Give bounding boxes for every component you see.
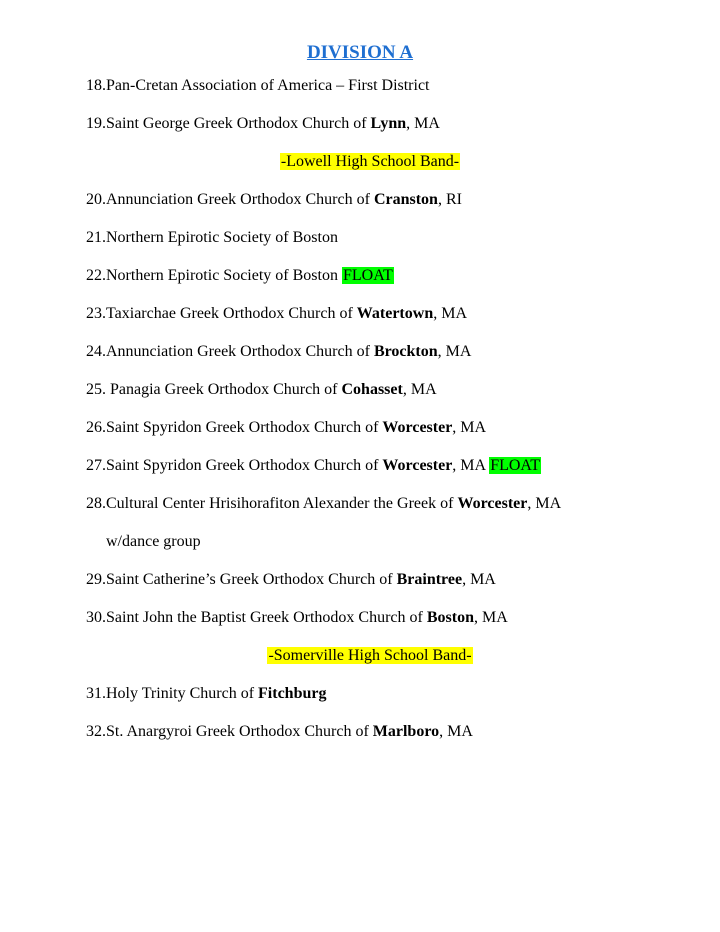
item-city: Marlboro bbox=[372, 723, 440, 740]
list-item-29 bbox=[86, 570, 496, 590]
item-city: Braintree bbox=[396, 571, 463, 588]
list-item-18 bbox=[86, 76, 430, 96]
list-item-32 bbox=[86, 722, 473, 742]
list-item-28 bbox=[86, 494, 561, 514]
item-number: 20. bbox=[86, 191, 106, 208]
item-number: 26. bbox=[86, 419, 106, 436]
item-state: , MA bbox=[406, 115, 440, 132]
list-item-21 bbox=[86, 228, 338, 248]
item-text: Northern Epirotic Society of Boston bbox=[106, 229, 338, 246]
item-text: Saint Spyridon Greek Orthodox Church of bbox=[106, 419, 383, 436]
item-number: 23. bbox=[86, 305, 106, 322]
item-city: Worcester bbox=[382, 457, 453, 474]
item-number: 25. bbox=[86, 381, 110, 398]
band-lowell bbox=[0, 152, 720, 172]
list-item-30 bbox=[86, 608, 508, 628]
item-state: , MA bbox=[402, 381, 437, 398]
item-text: Pan-Cretan Association of America – First District bbox=[106, 77, 430, 94]
list-item-24 bbox=[86, 342, 471, 362]
item-state: , MA bbox=[473, 609, 508, 626]
item-city: Lynn bbox=[370, 115, 407, 132]
list-item-27 bbox=[86, 456, 541, 476]
division-title: DIVISION A bbox=[306, 42, 414, 63]
item-state: , MA bbox=[527, 495, 562, 512]
item-number: 30. bbox=[86, 609, 106, 626]
item-city: Fitchburg bbox=[258, 685, 327, 702]
item-state: , RI bbox=[437, 191, 462, 208]
item-text: Saint Catherine’s Greek Orthodox Church of bbox=[106, 571, 397, 588]
item-number: 31. bbox=[86, 685, 106, 702]
item-number: 29. bbox=[86, 571, 106, 588]
item-number: 19. bbox=[86, 115, 106, 132]
item-text: Saint George Greek Orthodox Church of bbox=[106, 115, 371, 132]
list-item-28-continuation bbox=[106, 532, 201, 552]
item-text: w/dance group bbox=[106, 533, 201, 550]
list-item-31 bbox=[86, 684, 326, 704]
list-item-19 bbox=[86, 114, 440, 134]
band-label: -Somerville High School Band- bbox=[268, 647, 472, 664]
item-text: Saint John the Baptist Greek Orthodox Church of bbox=[106, 609, 427, 626]
item-number: 22. bbox=[86, 267, 106, 284]
item-state: , MA bbox=[433, 305, 467, 322]
float-tag: FLOAT bbox=[342, 267, 393, 284]
list-item-23 bbox=[86, 304, 467, 324]
list-item-20 bbox=[86, 190, 462, 210]
item-city: Cranston bbox=[373, 191, 438, 208]
list-item-25 bbox=[86, 380, 437, 400]
item-text: Cultural Center Hrisihorafiton Alexander the Greek of bbox=[106, 495, 458, 512]
band-label: -Lowell High School Band- bbox=[280, 153, 460, 170]
item-text: Holy Trinity Church of bbox=[106, 685, 259, 702]
item-number: 27. bbox=[86, 457, 106, 474]
item-text: Panagia Greek Orthodox Church of bbox=[110, 381, 342, 398]
item-state: , MA bbox=[452, 419, 487, 436]
item-number: 28. bbox=[86, 495, 106, 512]
item-text: Northern Epirotic Society of Boston bbox=[106, 267, 342, 284]
item-city: Watertown bbox=[356, 305, 434, 322]
item-text: Annunciation Greek Orthodox Church of bbox=[106, 343, 374, 360]
item-state: , MA bbox=[462, 571, 496, 588]
item-city: Boston bbox=[426, 609, 474, 626]
list-item-22 bbox=[86, 266, 394, 286]
item-city: Worcester bbox=[457, 495, 528, 512]
item-number: 21. bbox=[86, 229, 106, 246]
item-number: 18. bbox=[86, 77, 106, 94]
list-item-26 bbox=[86, 418, 486, 438]
item-text: Taxiarchae Greek Orthodox Church of bbox=[106, 305, 357, 322]
item-state: , MA bbox=[437, 343, 472, 360]
item-city: Cohasset bbox=[341, 381, 403, 398]
item-text: Annunciation Greek Orthodox Church of bbox=[106, 191, 374, 208]
item-state: , MA bbox=[452, 457, 490, 474]
item-city: Brockton bbox=[373, 343, 438, 360]
item-number: 32. bbox=[86, 723, 106, 740]
item-number: 24. bbox=[86, 343, 106, 360]
item-state: , MA bbox=[439, 723, 473, 740]
item-text: St. Anargyroi Greek Orthodox Church of bbox=[106, 723, 373, 740]
item-text: Saint Spyridon Greek Orthodox Church of bbox=[106, 457, 383, 474]
item-city: Worcester bbox=[382, 419, 453, 436]
float-tag: FLOAT bbox=[490, 457, 540, 474]
band-somerville bbox=[0, 646, 720, 666]
